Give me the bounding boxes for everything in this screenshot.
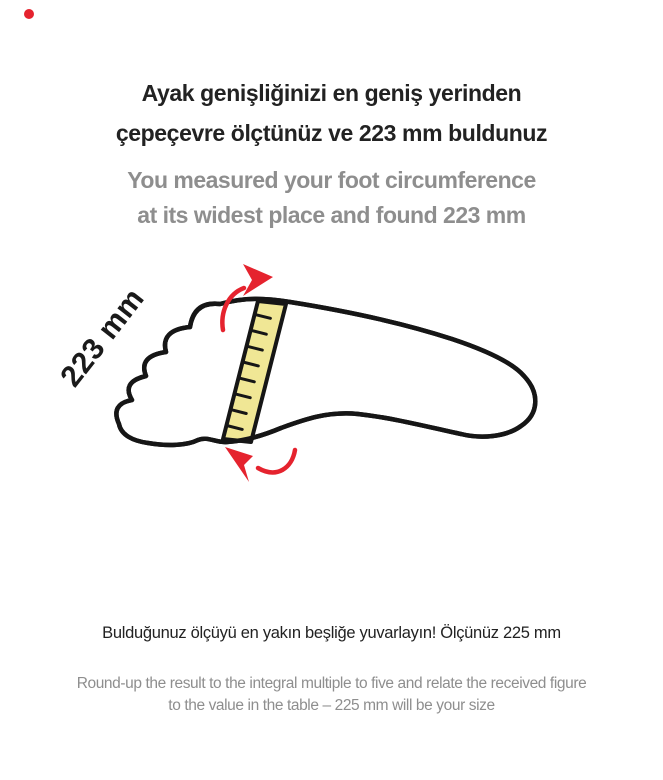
footer-english-line1: Round-up the result to the integral multiple to five and relate the received figure — [76, 675, 587, 692]
heading-turkish — [0, 73, 663, 153]
footer-turkish: Bulduğunuz ölçüyü en yakın beşliğe yuvarlayın! Ölçünüz 225 mm — [102, 624, 561, 642]
footer-english — [0, 673, 663, 717]
measurement-label: 223 mm — [54, 282, 151, 394]
footer-english-line2: to the value in the table – 225 mm will be your size — [168, 697, 495, 714]
heading-turkish-line1: Ayak genişliğinizi en geniş yerinden — [141, 80, 522, 106]
heading-english-line2: at its widest place and found 223 mm — [137, 202, 526, 228]
red-dot — [24, 9, 34, 19]
heading-english-line1: You measured your foot circumference — [127, 167, 536, 193]
heading-english — [0, 163, 663, 233]
wrap-arrow-bottom — [225, 447, 295, 482]
heading-turkish-line2: çepeçevre ölçtünüz ve 223 mm buldunuz — [115, 120, 548, 146]
foot-outline-shape — [116, 299, 535, 445]
